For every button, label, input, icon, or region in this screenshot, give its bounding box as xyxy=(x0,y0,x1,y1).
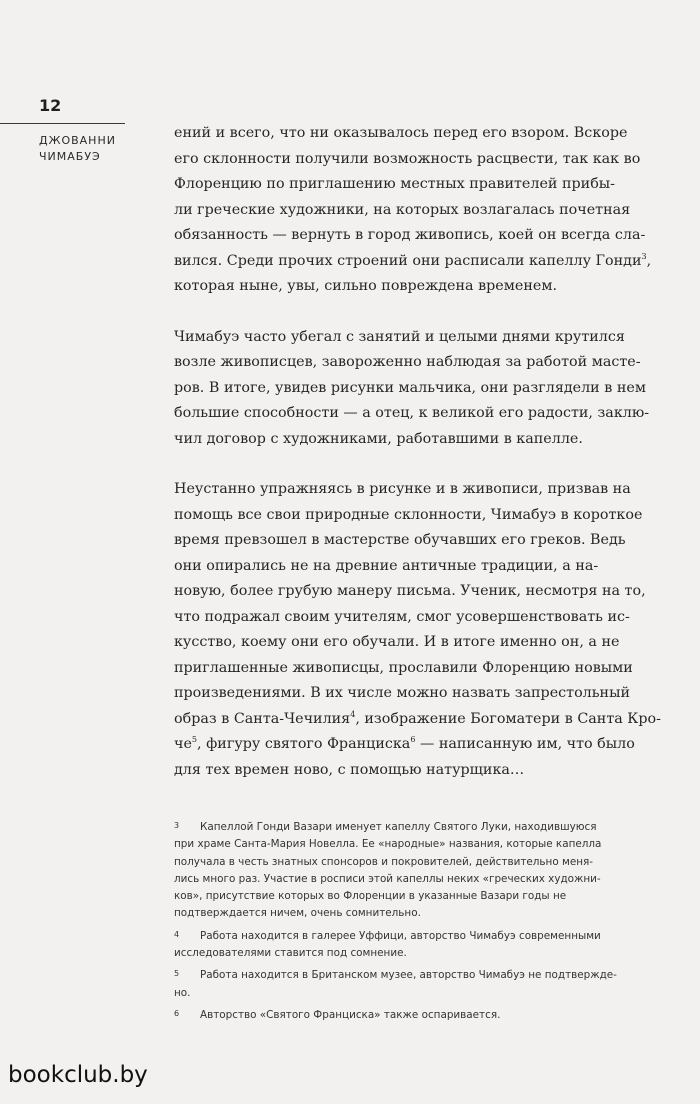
watermark: bookclub.by xyxy=(8,1062,148,1088)
text-line: Флоренцию по приглашению местных правителей прибы- xyxy=(174,176,616,192)
footnote-line: получала в честь знатных спонсоров и покровителей, действительно меня- xyxy=(174,855,594,868)
text-fragment: — написанную им, что было xyxy=(415,736,635,752)
text-line: для тех времен ново, с помощью натурщика… xyxy=(174,761,525,778)
text-line xyxy=(174,249,666,275)
text-fragment: че xyxy=(174,736,192,752)
paragraph-3 xyxy=(174,477,666,783)
footnote-line: при храме Санта-Мария Новелла. Ее «народные» названия, которые капелла xyxy=(174,838,602,851)
footnote-ref: 3 xyxy=(641,251,647,261)
footnote-line: но. xyxy=(174,986,191,999)
footnote-line: подтверждается ничем, очень сомнительно. xyxy=(174,907,421,920)
text-fragment: , изображение Богоматери в Санта Кро- xyxy=(355,710,661,727)
footnote-line: Капеллой Гонди Вазари именует капеллу Святого Луки, находившуюся xyxy=(200,821,597,833)
text-line: ли греческие художники, на которых возлагалась почетная xyxy=(174,201,631,218)
text-line: ров. В итоге, увидев рисунки мальчика, они разглядели в нем xyxy=(174,379,646,396)
footnote-line: Работа находится в Британском музее, авторство Чимабуэ не подтвержде- xyxy=(200,969,617,982)
text-fragment: , фигуру святого Франциска xyxy=(197,736,411,752)
text-line: чил договор с художниками, работавшими в капелле. xyxy=(174,430,583,447)
text-line: произведениями. В их числе можно назвать запрестольный xyxy=(174,685,630,701)
footnote-number: 4 xyxy=(174,929,180,939)
footnote-number: 6 xyxy=(174,1008,180,1018)
paragraph-1 xyxy=(174,121,666,300)
text-line xyxy=(174,732,666,758)
text-fragment: образ в Санта-Чечилия xyxy=(174,710,351,727)
text-line: время превзошел в мастерстве обучавших его греков. Ведь xyxy=(174,532,626,548)
header-rule xyxy=(0,123,125,124)
text-line: что подражал своим учителям, смог усовершенствовать ис- xyxy=(174,608,630,625)
text-line: возле живописцев, завороженно наблюдая за работой масте- xyxy=(174,354,641,370)
text-fragment: вился. Среди прочих строений они расписали капеллу Гонди xyxy=(174,252,642,269)
footnote-number: 3 xyxy=(174,821,180,830)
footnote-ref: 6 xyxy=(410,735,416,744)
footnote-line: лись много раз. Участие в росписи этой капеллы неких «греческих художни- xyxy=(174,872,601,885)
text-line: приглашенные живописцы, прославили Флоренцию новыми xyxy=(174,659,633,676)
footnote-ref: 5 xyxy=(191,735,198,744)
text-line: большие способности — а отец, к великой его радости, заклю- xyxy=(174,405,650,421)
text-line: обязанность — вернуть в город живопись, коей он всегда сла- xyxy=(174,227,646,243)
paragraph-2 xyxy=(174,325,666,453)
footnotes xyxy=(174,819,674,1029)
text-line: его склонности получили возможность расцвести, так как во xyxy=(174,150,641,167)
footnote-line: Авторство «Святого Франциска» также оспаривается. xyxy=(200,1008,501,1021)
footnote-ref: 4 xyxy=(350,709,356,719)
main-text xyxy=(174,121,666,808)
running-head-line: ЧИМАБУЭ xyxy=(39,150,101,163)
text-fragment: , xyxy=(646,252,652,269)
text-line: кусство, коему они его обучали. И в итоге именно он, а не xyxy=(174,634,620,650)
footnote-line: ков», присутствие которых во Флоренции в указанные Вазари годы не xyxy=(174,890,567,903)
text-line: новую, более грубую манеру письма. Ученик, несмотря на то, xyxy=(174,583,646,599)
footnote-number: 5 xyxy=(174,969,180,979)
footnote-line: исследователями ставится под сомнение. xyxy=(174,947,407,960)
footnote xyxy=(174,1007,674,1024)
text-line: они опирались не на древние античные традиции, а на- xyxy=(174,557,599,574)
page-number: 12 xyxy=(39,96,62,115)
text-line: ений и всего, что ни оказывалось перед его взором. Вскоре xyxy=(174,125,628,141)
text-line: Чимабуэ часто убегал с занятий и целыми днями крутился xyxy=(174,328,625,345)
footnote-line: Работа находится в галерее Уффици, авторство Чимабуэ современными xyxy=(200,929,601,942)
text-line xyxy=(174,707,666,733)
text-line: помощь все свои природные склонности, Чимабуэ в короткое xyxy=(174,506,643,523)
running-head-line: ДЖОВАННИ xyxy=(39,134,116,147)
running-head xyxy=(39,133,139,165)
footnote xyxy=(174,967,674,1002)
footnote xyxy=(174,819,674,923)
text-line: которая ныне, увы, сильно повреждена временем. xyxy=(174,278,558,294)
footnote xyxy=(174,928,674,963)
text-line: Неустанно упражняясь в рисунке и в живописи, призвав на xyxy=(174,481,631,497)
